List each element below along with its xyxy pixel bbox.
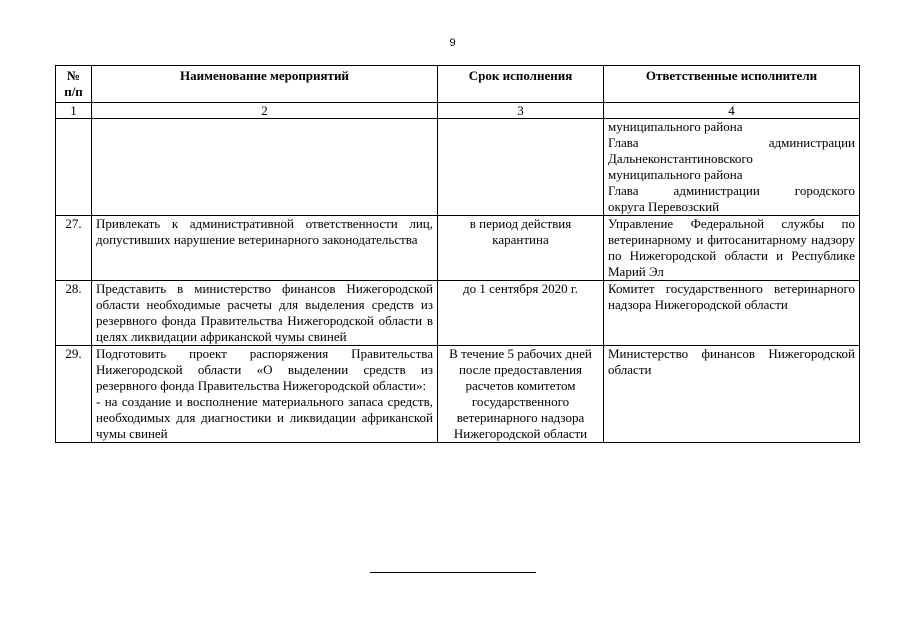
row-responsible: Комитет государственного ветеринарного надзора Нижегородской области <box>604 281 860 346</box>
column-number-3: 3 <box>438 103 604 119</box>
header-num: № п/п <box>56 66 92 103</box>
row-name-intro: Подготовить проект распоряжения Правительства Нижегородской области «О выделении средств из резервного фонда Правительства Нижегородской области»: <box>96 346 433 393</box>
table-row <box>56 216 860 281</box>
page-number: 9 <box>449 37 456 49</box>
header-name: Наименование мероприятий <box>92 66 438 103</box>
responsible-line: Дальнеконстантиновского <box>608 151 753 166</box>
responsible-line: муниципального района <box>608 119 743 134</box>
row-num: 28. <box>56 281 92 346</box>
column-number-1: 1 <box>56 103 92 119</box>
header-term: Срок исполнения <box>438 66 604 103</box>
responsible-line: Глава администрации городского <box>608 183 855 198</box>
responsible-line: округа Перевозский <box>608 199 720 214</box>
row-responsible: Управление Федеральной службы по ветеринарному и фитосанитарному надзору по Нижегородской области и Республике Марий Эл <box>604 216 860 281</box>
row-term <box>438 119 604 216</box>
header-row <box>56 66 860 103</box>
row-term: до 1 сентября 2020 г. <box>438 281 604 346</box>
column-number-4: 4 <box>604 103 860 119</box>
row-name <box>92 119 438 216</box>
column-numbers-row <box>56 103 860 119</box>
row-responsible: Министерство финансов Нижегородской области <box>604 346 860 443</box>
header-responsible: Ответственные исполнители <box>604 66 860 103</box>
table-row <box>56 281 860 346</box>
responsible-line: Глава администрации <box>608 135 855 150</box>
row-num: 29. <box>56 346 92 443</box>
column-number-2: 2 <box>92 103 438 119</box>
row-name: Привлекать к административной ответственности лиц, допустивших нарушение ветеринарного законодательства <box>92 216 438 281</box>
row-num <box>56 119 92 216</box>
row-name <box>92 346 438 443</box>
row-responsible <box>604 119 860 216</box>
row-name: Представить в министерство финансов Нижегородской области необходимые расчеты для выделения средств из резервного фонда Правительства Нижегородской области в целях ликвидации африканской чумы свиней <box>92 281 438 346</box>
row-num: 27. <box>56 216 92 281</box>
responsible-line: муниципального района <box>608 167 743 182</box>
row-name-item: - на создание и восполнение материального запаса средств, необходимых для диагностики и ликвидации африканской чумы свиней <box>96 394 433 441</box>
row-term: в период действия карантина <box>438 216 604 281</box>
table-row <box>56 346 860 443</box>
row-term: В течение 5 рабочих дней после предоставления расчетов комитетом государственного ветеринарного надзора Нижегородской области <box>438 346 604 443</box>
footer-divider <box>370 572 536 573</box>
measures-table <box>55 65 860 443</box>
continuation-row <box>56 119 860 216</box>
